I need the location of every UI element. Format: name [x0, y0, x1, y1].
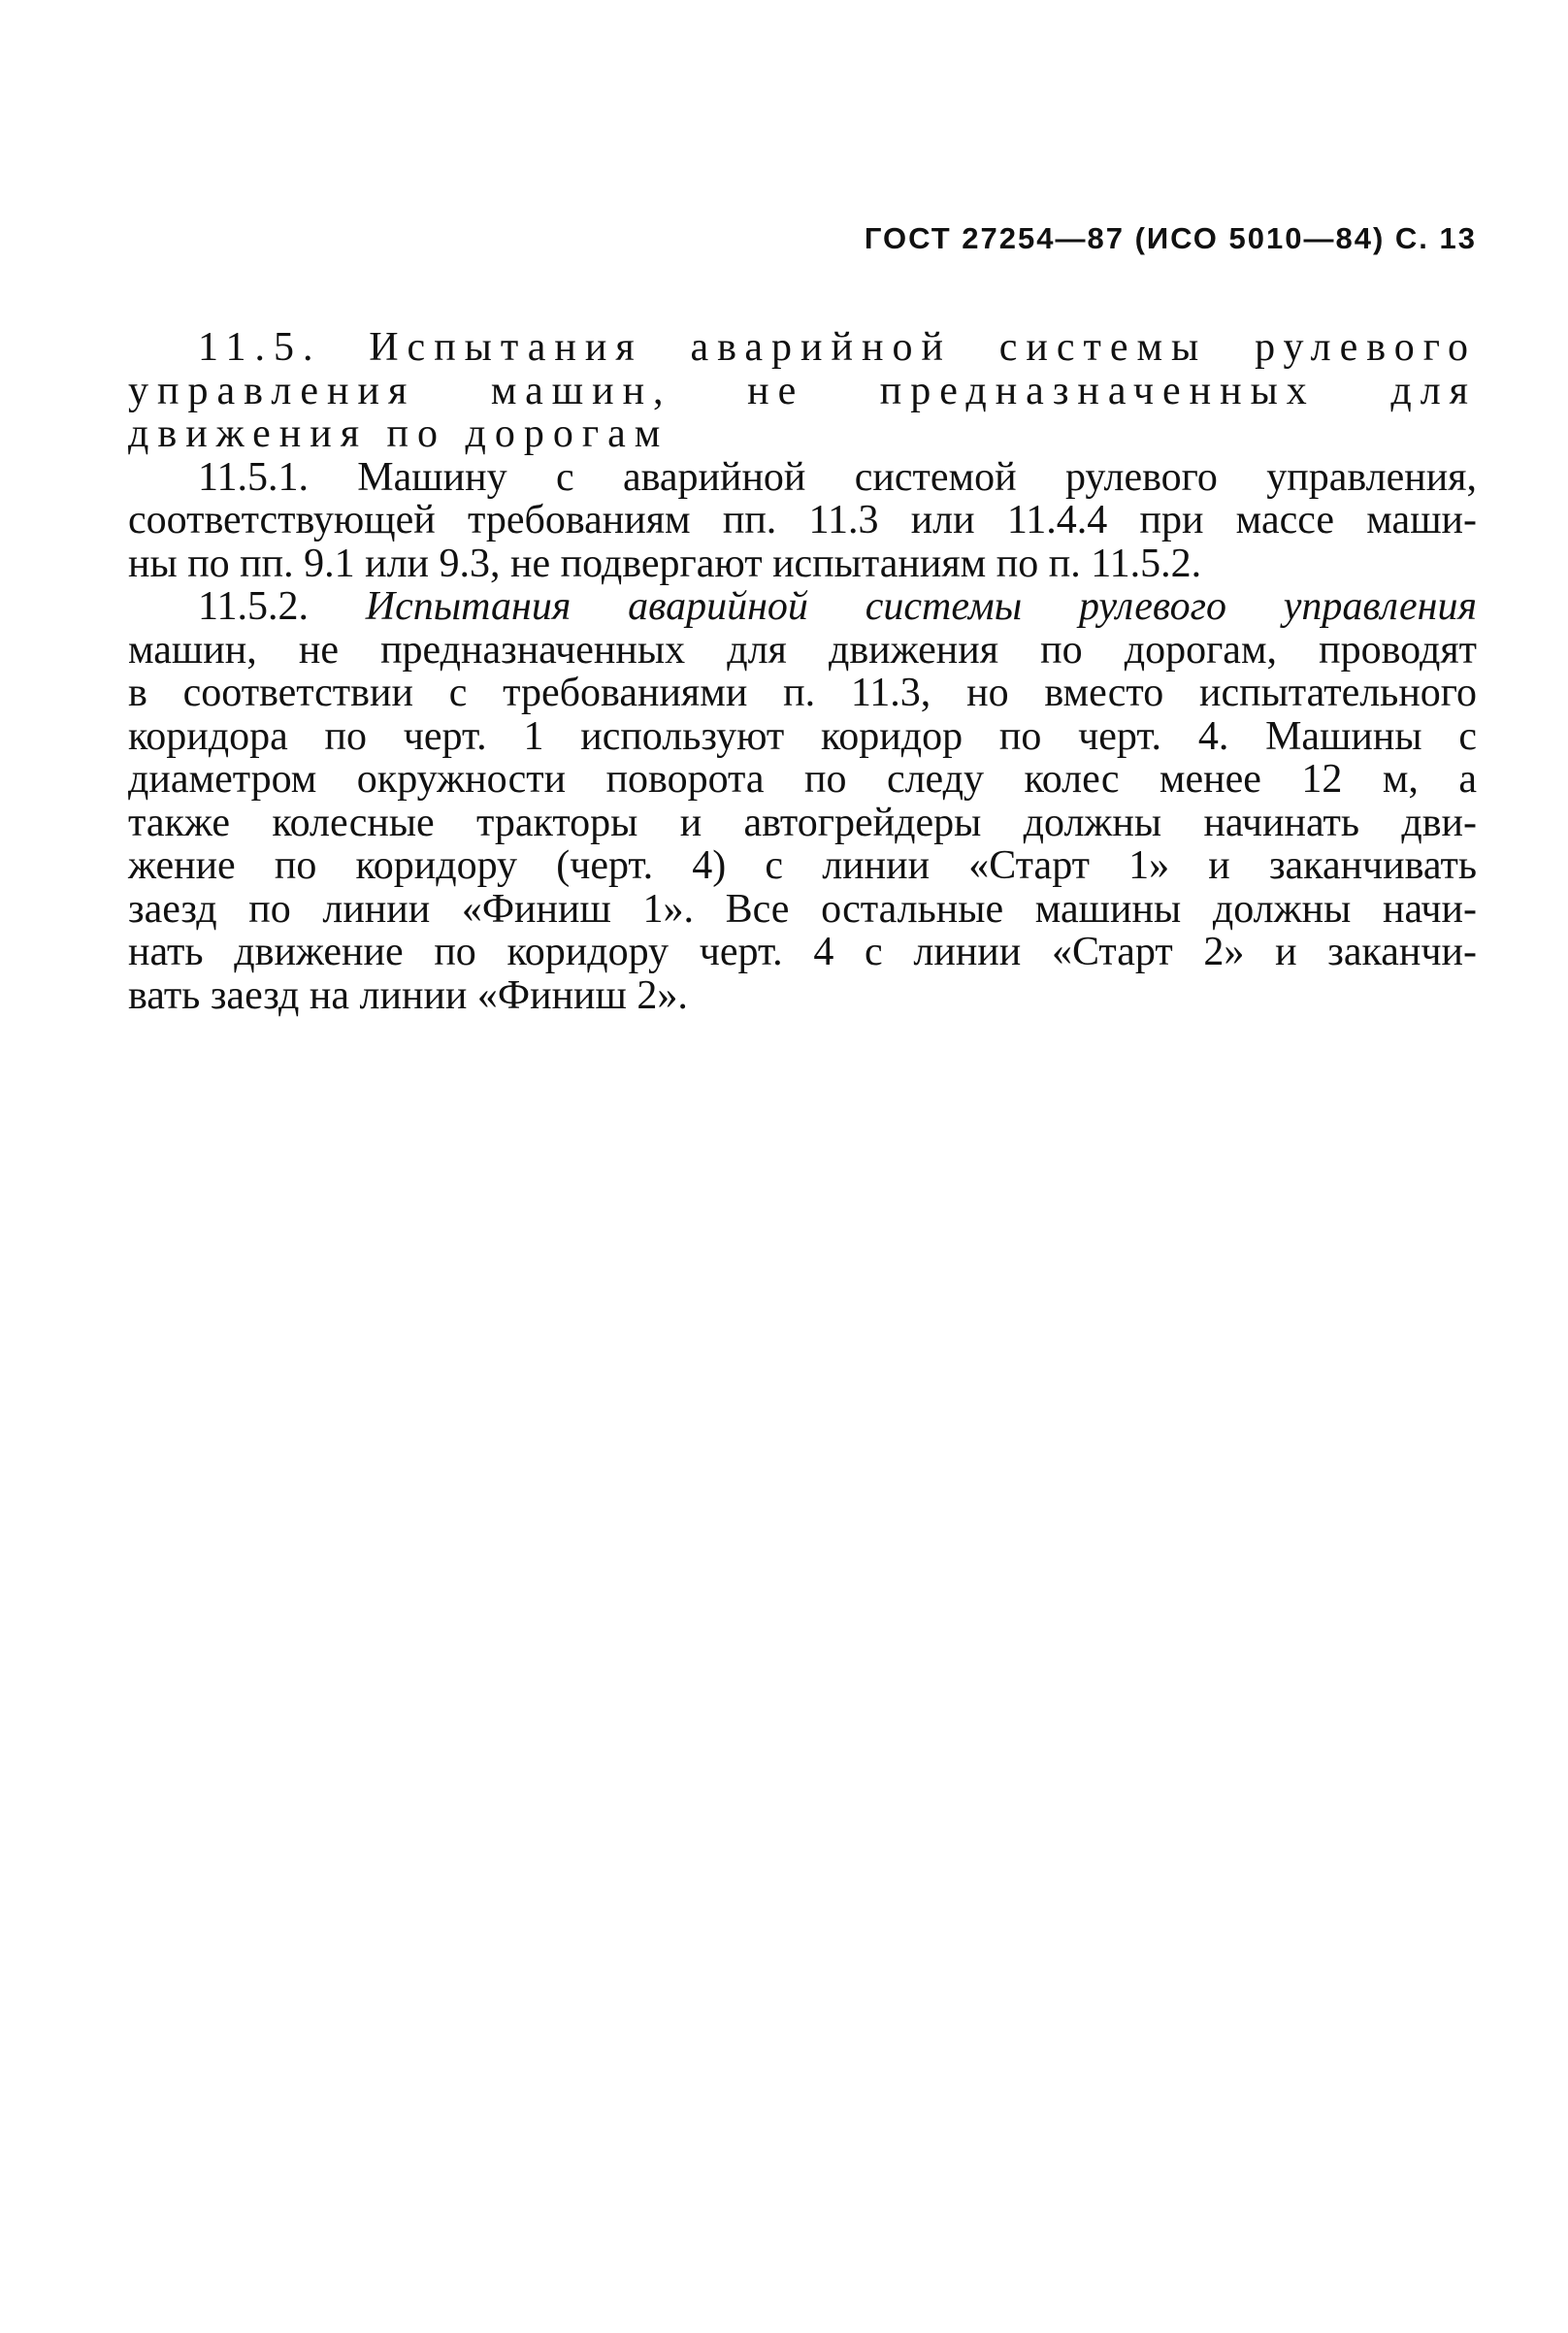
- clause-11-5-1-line-2: соответствующей требованиям пп. 11.3 или 11.4.4 при массе маши-: [128, 498, 1477, 542]
- section-heading-line-3: движения по дорогам: [128, 411, 670, 456]
- clause-11-5-2-line-9: нать движение по коридору черт. 4 с линии «Старт 2» и заканчи-: [128, 930, 1477, 974]
- clause-11-5-2-line-8: заезд по линии «Финиш 1». Все остальные машины должны начи-: [128, 886, 1477, 932]
- section-heading-line-1: 11.5. Испытания аварийной системы рулевого: [198, 325, 1477, 370]
- document-body: [128, 326, 1477, 1017]
- clause-11-5-2-title: Испытания аварийной системы рулевого управления: [365, 584, 1478, 629]
- clause-11-5-2-line-6: также колесные тракторы и автогрейдеры должны начинать дви-: [128, 800, 1477, 845]
- clause-11-5-2-number: 11.5.2.: [198, 584, 309, 629]
- clause-11-5-2-line-7: жение по коридору (черт. 4) с линии «Старт 1» и заканчивать: [128, 843, 1477, 888]
- clause-11-5-1-line-3: ны по пп. 9.1 или 9.3, не подвергают испытаниям по п. 11.5.2.: [128, 541, 1202, 586]
- section-heading-line-2: управления машин, не предназначенных для: [128, 368, 1477, 413]
- clause-11-5-2-line-4: коридора по черт. 1 используют коридор по черт. 4. Машины с: [128, 713, 1477, 759]
- running-header: ГОСТ 27254—87 (ИСО 5010—84) С. 13: [864, 221, 1477, 255]
- clause-11-5-2-line-5: диаметром окружности поворота по следу колес менее 12 м, а: [128, 757, 1477, 802]
- clause-11-5-2-line-1: [128, 585, 1477, 629]
- clause-11-5-2-line-3: в соответствии с требованиями п. 11.3, но вместо испытательного: [128, 671, 1477, 715]
- clause-11-5-2-line-10: вать заезд на линии «Финиш 2».: [128, 972, 688, 1018]
- clause-11-5-2-line-2: машин, не предназначенных для движения по дорогам, проводят: [128, 627, 1477, 673]
- clause-11-5-1-line-1: 11.5.1. Машину с аварийной системой рулевого управления,: [198, 454, 1477, 500]
